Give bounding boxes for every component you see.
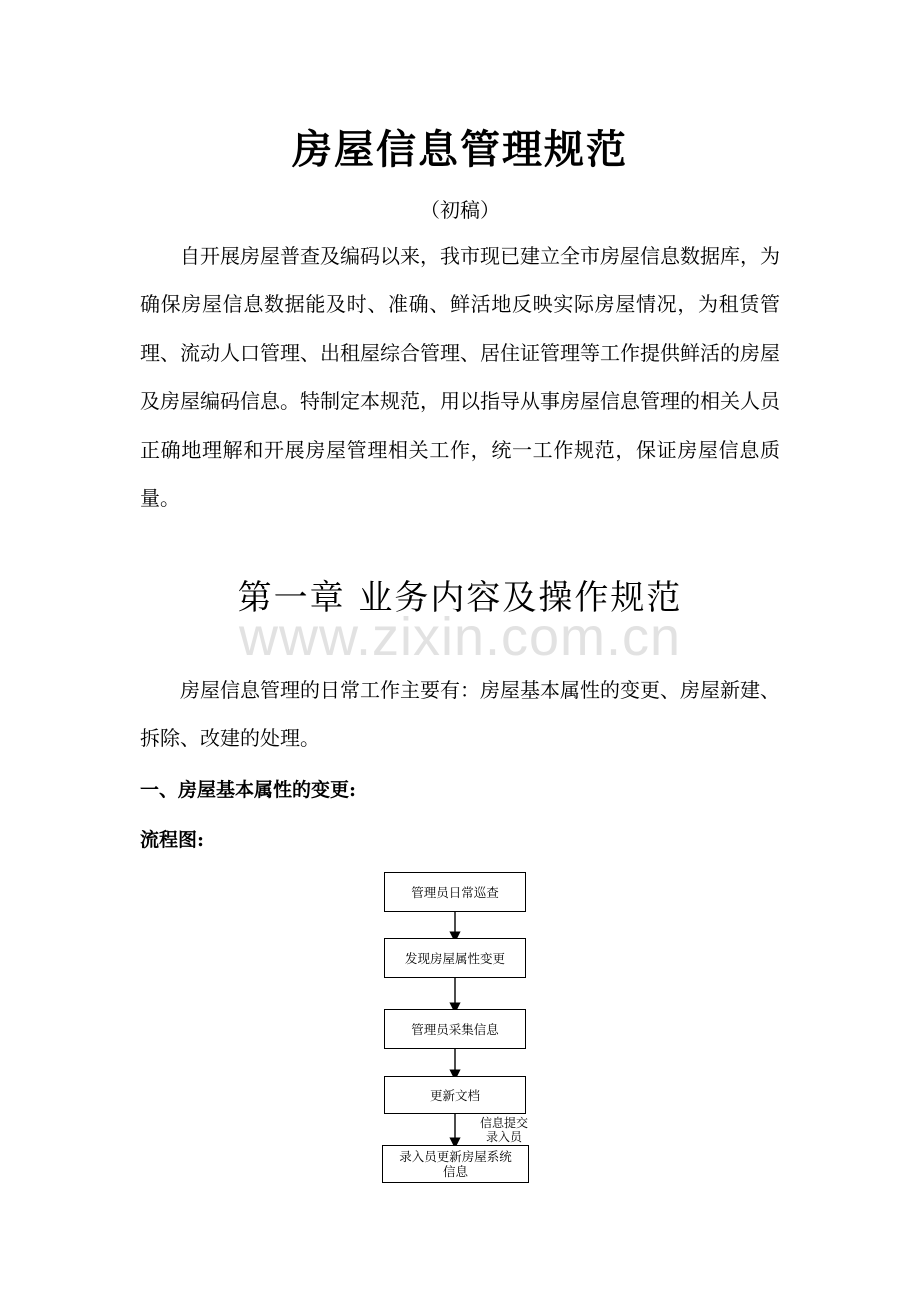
flow-edge-note-line1: 信息提交 (479, 1116, 528, 1130)
flowchart-label: 流程图: (140, 829, 205, 851)
flow-edge-note-line2: 录入员 (485, 1130, 522, 1144)
document-title: 房屋信息管理规范 (292, 126, 628, 173)
watermark-text: www.zixin.com.cn (238, 607, 682, 667)
flow-step-5: 录入员更新房屋系统信息 (382, 1145, 529, 1183)
flow-edge-note (462, 1116, 546, 1144)
chapter-title: 第一章 业务内容及操作规范 (237, 578, 683, 618)
chapter-intro-paragraph: 房屋信息管理的日常工作主要有：房屋基本属性的变更、房屋新建、拆除、改建的处理。 (140, 678, 780, 751)
document-subtitle: （初稿） (420, 198, 500, 222)
intro-paragraph: 自开展房屋普查及编码以来，我市现已建立全市房屋信息数据库，为确保房屋信息数据能及时、准确、鲜活地反映实际房屋情况，为租赁管理、流动人口管理、出租屋综合管理、居住证管理等工作提供鲜活的房屋及房屋编码信息。特制定本规范，用以指导从事房屋信息管理的相关人员正确地理解和开展房屋管理相关工作，统一工作规范，保证房屋信息质量。 (140, 244, 780, 511)
section-heading: 一、房屋基本属性的变更: (140, 779, 357, 801)
flow-step-2: 发现房屋属性变更 (384, 938, 526, 978)
flow-step-1: 管理员日常巡查 (384, 872, 526, 912)
flow-step-4: 更新文档 (384, 1076, 526, 1114)
flow-step-3: 管理员采集信息 (384, 1009, 526, 1049)
